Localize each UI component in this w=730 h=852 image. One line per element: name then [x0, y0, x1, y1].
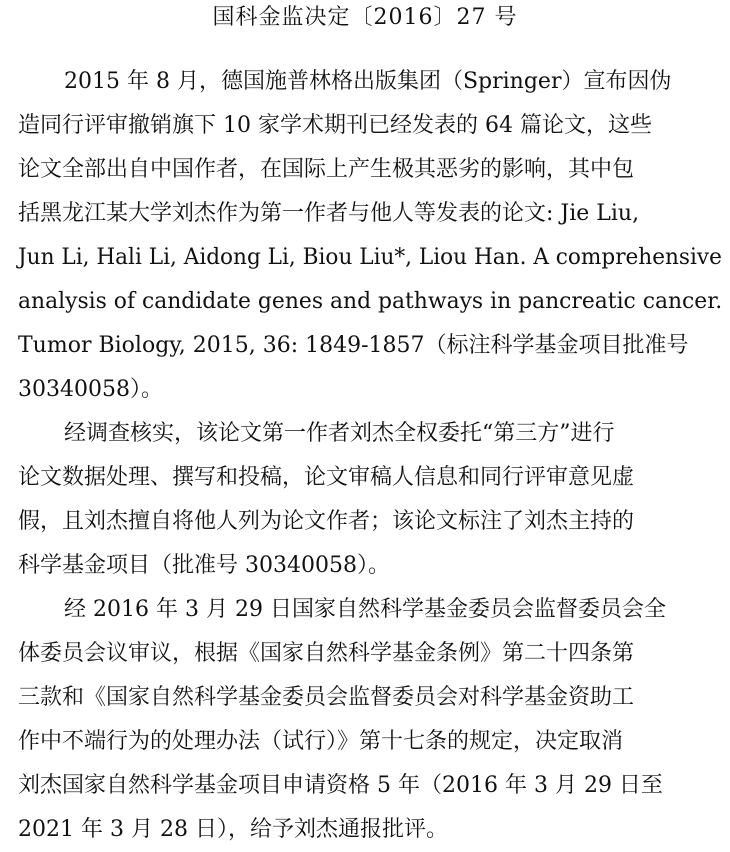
text-line: 2021 年 3 月 28 日），给予刘杰通报批评。 [18, 817, 448, 842]
text-line: 体委员会议审议，根据《国家自然科学基金条例》第二十四条第 [18, 641, 635, 666]
document-title: 国科金监决定〔2016〕27 号 [212, 5, 518, 30]
text-line: 括黑龙江某大学刘杰作为第一作者与他人等发表的论文: Jie Liu, [18, 201, 640, 226]
text-line: 经 2016 年 3 月 29 日国家自然科学基金委员会监督委员会全 [64, 597, 666, 622]
text-line: 2015 年 8 月，德国施普林格出版集团（Springer）宣布因伪 [64, 69, 672, 94]
text-line: 三款和《国家自然科学基金委员会监督委员会对科学基金资助工 [18, 685, 635, 710]
text-line: Jun Li, Hali Li, Aidong Li, Biou Liu*, Liou Han. A comprehensive [18, 245, 722, 270]
text-line: 论文全部出自中国作者，在国际上产生极其恶劣的影响，其中包 [18, 157, 635, 182]
text-line: 造同行评审撤销旗下 10 家学术期刊已经发表的 64 篇论文，这些 [18, 113, 652, 138]
text-line: analysis of candidate genes and pathways in pancreatic cancer. [18, 289, 723, 314]
text-line: 论文数据处理、撰写和投稿，论文审稿人信息和同行评审意见虚 [18, 465, 635, 490]
text-line: 30340058）。 [18, 377, 163, 402]
text-line: 经调查核实，该论文第一作者刘杰全权委托“第三方”进行 [64, 421, 615, 446]
text-line: 科学基金项目（批准号 30340058）。 [18, 553, 390, 578]
text-line: 刘杰国家自然科学基金项目申请资格 5 年（2016 年 3 月 29 日至 [18, 773, 663, 798]
text-line: Tumor Biology, 2015, 36: 1849-1857（标注科学基金项目批准号 [18, 333, 689, 358]
text-line: 假，且刘杰擅自将他人列为论文作者；该论文标注了刘杰主持的 [18, 509, 635, 534]
text-line: 作中不端行为的处理办法（试行）》第十七条的规定，决定取消 [18, 729, 624, 754]
